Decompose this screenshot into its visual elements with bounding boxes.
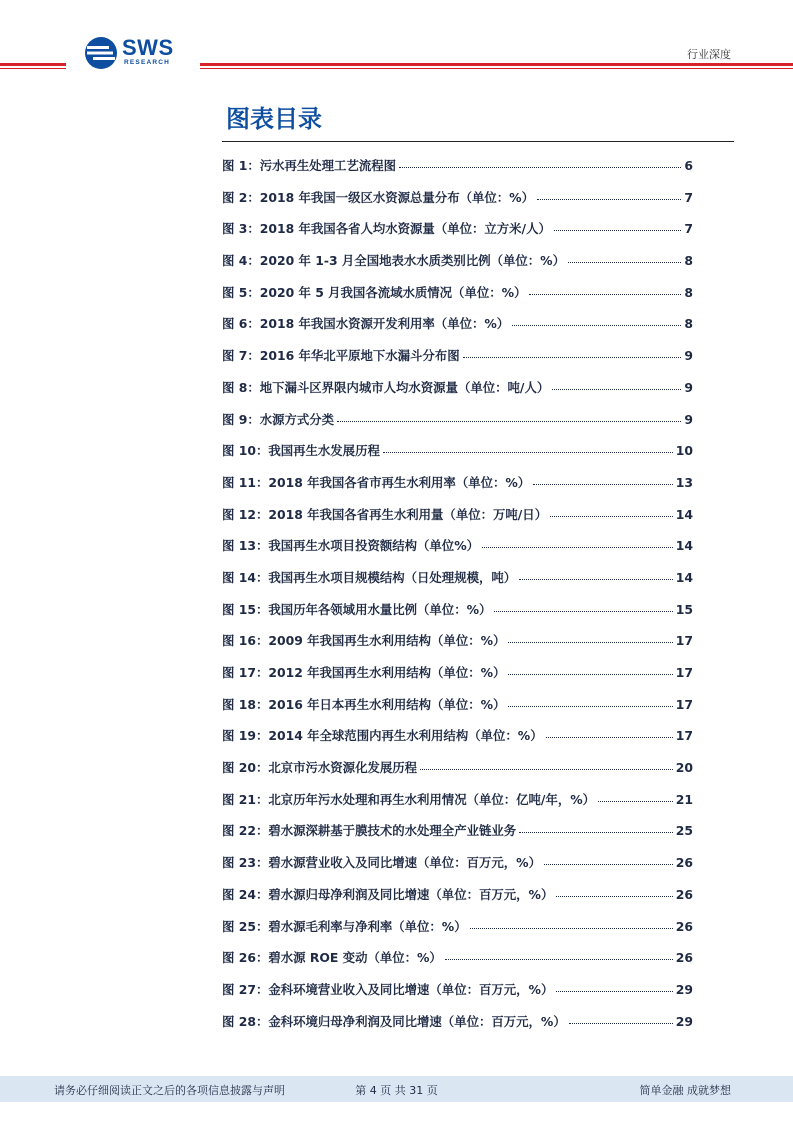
toc-leader-dots <box>529 294 681 295</box>
page-footer <box>0 1076 793 1102</box>
toc-entry-label: 图 6：2018 年我国水资源开发利用率（单位：%） <box>222 316 510 332</box>
toc-leader-dots <box>568 262 681 263</box>
footer-page-info: 第 4 页 共 31 页 <box>355 1084 438 1097</box>
toc-leader-dots <box>554 230 682 231</box>
toc-entry-page: 9 <box>684 379 693 395</box>
toc-leader-dots <box>508 642 672 643</box>
toc-entry-page: 26 <box>675 855 693 871</box>
toc-entry-label: 图 12：2018 年我国各省再生水利用量（单位：万吨/日） <box>222 506 548 522</box>
toc-leader-dots <box>544 864 673 865</box>
toc-entry[interactable] <box>222 879 693 911</box>
toc-entry-label: 图 4：2020 年 1-3 月全国地表水水质类别比例（单位：%） <box>222 253 565 269</box>
toc-entry-label: 图 24：碧水源归母净利润及同比增速（单位：百万元，%） <box>222 886 554 902</box>
toc-leader-dots <box>598 801 673 802</box>
toc-leader-dots <box>556 896 672 897</box>
logo-subtext: RESEARCH <box>124 59 171 66</box>
toc-entry-page: 26 <box>675 886 693 902</box>
toc-entry-page: 21 <box>675 791 693 807</box>
toc-entry-label: 图 20：北京市污水资源化发展历程 <box>222 760 418 776</box>
toc-entry-label: 图 1：污水再生处理工艺流程图 <box>222 158 397 173</box>
toc-entry[interactable] <box>222 911 693 943</box>
toc-leader-dots <box>482 547 673 548</box>
toc-leader-dots <box>569 1023 673 1024</box>
footer-slogan: 简单金融 成就梦想 <box>639 1084 731 1097</box>
toc-entry-page: 9 <box>684 411 693 427</box>
toc-leader-dots <box>533 484 673 485</box>
toc-entry-label: 图 10：我国再生水发展历程 <box>222 443 380 459</box>
toc-leader-dots <box>399 167 681 168</box>
toc-entry-label: 图 17：2012 年我国再生水利用结构（单位：%） <box>222 665 506 680</box>
toc-entry[interactable] <box>222 530 693 562</box>
toc-list <box>222 150 693 1037</box>
toc-leader-dots <box>508 706 672 707</box>
toc-entry[interactable] <box>222 815 693 847</box>
toc-entry-label: 图 26：碧水源 ROE 变动（单位：%） <box>222 950 442 966</box>
toc-leader-dots <box>463 357 682 358</box>
report-type-label: 行业深度 <box>687 48 731 61</box>
toc-entry-page: 7 <box>684 189 693 205</box>
toc-entry[interactable] <box>222 1006 693 1038</box>
toc-entry-page: 26 <box>675 950 693 966</box>
toc-entry-label: 图 16：2009 年我国再生水利用结构（单位：%） <box>222 633 506 649</box>
toc-entry[interactable] <box>222 784 693 816</box>
toc-entry[interactable] <box>222 308 693 340</box>
toc-leader-dots <box>445 959 673 960</box>
toc-entry[interactable] <box>222 404 693 436</box>
toc-leader-dots <box>556 991 672 992</box>
toc-entry-label: 图 8：地下漏斗区界限内城市人均水资源量（单位：吨/人） <box>222 379 550 395</box>
toc-entry-page: 26 <box>675 918 693 934</box>
footer-disclaimer: 请务必仔细阅读正文之后的各项信息披露与声明 <box>54 1084 285 1097</box>
sws-logo <box>84 36 194 72</box>
toc-entry[interactable] <box>222 467 693 499</box>
toc-entry-page: 17 <box>675 665 693 680</box>
toc-entry[interactable] <box>222 847 693 879</box>
toc-entry[interactable] <box>222 689 693 721</box>
toc-entry-page: 8 <box>684 284 693 300</box>
toc-entry-page: 7 <box>684 221 693 237</box>
toc-entry[interactable] <box>222 499 693 531</box>
toc-entry-label: 图 7：2016 年华北平原地下水漏斗分布图 <box>222 348 460 364</box>
toc-entry[interactable] <box>222 625 693 657</box>
toc-entry-page: 9 <box>684 348 693 364</box>
toc-leader-dots <box>546 737 673 738</box>
toc-entry-label: 图 18：2016 年日本再生水利用结构（单位：%） <box>222 696 506 712</box>
toc-leader-dots <box>537 199 681 200</box>
toc-entry-page: 15 <box>675 601 693 617</box>
toc-entry[interactable] <box>222 372 693 404</box>
toc-title-rule <box>222 141 734 142</box>
toc-entry-page: 6 <box>684 158 693 173</box>
toc-entry[interactable] <box>222 340 693 372</box>
toc-entry-page: 25 <box>675 823 693 839</box>
toc-title: 图表目录 <box>226 105 322 133</box>
toc-entry[interactable] <box>222 245 693 277</box>
toc-leader-dots <box>494 611 672 612</box>
toc-entry-page: 14 <box>675 506 693 522</box>
toc-entry[interactable] <box>222 213 693 245</box>
toc-entry-label: 图 22：碧水源深耕基于膜技术的水处理全产业链业务 <box>222 823 517 839</box>
toc-leader-dots <box>470 928 673 929</box>
toc-entry-label: 图 27：金科环境营业收入及同比增速（单位：百万元，%） <box>222 981 554 997</box>
toc-entry-page: 17 <box>675 633 693 649</box>
toc-entry-label: 图 3：2018 年我国各省人均水资源量（单位：立方米/人） <box>222 221 551 237</box>
toc-leader-dots <box>519 832 673 833</box>
toc-entry[interactable] <box>222 150 693 182</box>
toc-entry-page: 17 <box>675 696 693 712</box>
toc-leader-dots <box>512 325 681 326</box>
toc-entry-label: 图 2：2018 年我国一级区水资源总量分布（单位：%） <box>222 189 534 205</box>
toc-entry[interactable] <box>222 562 693 594</box>
sws-logo-icon <box>84 36 118 70</box>
toc-entry[interactable] <box>222 720 693 752</box>
toc-entry-page: 14 <box>675 538 693 554</box>
toc-entry-page: 8 <box>684 316 693 332</box>
toc-entry-label: 图 11：2018 年我国各省市再生水利用率（单位：%） <box>222 474 531 490</box>
toc-entry[interactable] <box>222 594 693 626</box>
toc-entry-page: 10 <box>675 443 693 459</box>
toc-entry[interactable] <box>222 942 693 974</box>
toc-entry-label: 图 19：2014 年全球范围内再生水利用结构（单位：%） <box>222 728 543 744</box>
toc-entry[interactable] <box>222 277 693 309</box>
toc-entry-page: 17 <box>675 728 693 744</box>
header-rule-right <box>200 63 793 69</box>
logo-text: SWS <box>122 35 174 60</box>
toc-entry-page: 14 <box>675 569 693 585</box>
toc-entry-page: 29 <box>675 1013 693 1029</box>
toc-leader-dots <box>552 389 681 390</box>
toc-leader-dots <box>383 452 673 453</box>
toc-leader-dots <box>420 769 673 770</box>
toc-entry-page: 13 <box>675 474 693 490</box>
toc-leader-dots <box>519 579 673 580</box>
toc-entry[interactable] <box>222 752 693 784</box>
toc-entry-label: 图 23：碧水源营业收入及同比增速（单位：百万元，%） <box>222 855 541 871</box>
toc-entry-page: 20 <box>675 760 693 776</box>
toc-leader-dots <box>550 516 673 517</box>
toc-entry-label: 图 15：我国历年各领域用水量比例（单位：%） <box>222 601 492 617</box>
toc-entry[interactable] <box>222 657 693 689</box>
toc-entry-label: 图 5：2020 年 5 月我国各流域水质情况（单位：%） <box>222 284 527 300</box>
toc-entry-label: 图 9：水源方式分类 <box>222 411 335 427</box>
toc-entry-page: 29 <box>675 981 693 997</box>
toc-leader-dots <box>337 421 681 422</box>
toc-entry-page: 8 <box>684 253 693 269</box>
toc-leader-dots <box>508 674 672 675</box>
toc-entry[interactable] <box>222 182 693 214</box>
toc-entry[interactable] <box>222 435 693 467</box>
toc-entry-label: 图 14：我国再生水项目规模结构（日处理规模，吨） <box>222 569 517 585</box>
header-rule-left <box>0 63 66 69</box>
toc-entry-label: 图 25：碧水源毛利率与净利率（单位：%） <box>222 918 467 934</box>
toc-entry-label: 图 13：我国再生水项目投资额结构（单位%） <box>222 538 480 554</box>
toc-entry-label: 图 28：金科环境归母净利润及同比增速（单位：百万元，%） <box>222 1013 566 1029</box>
toc-entry[interactable] <box>222 974 693 1006</box>
toc-entry-label: 图 21：北京历年污水处理和再生水利用情况（单位：亿吨/年，%） <box>222 791 596 807</box>
